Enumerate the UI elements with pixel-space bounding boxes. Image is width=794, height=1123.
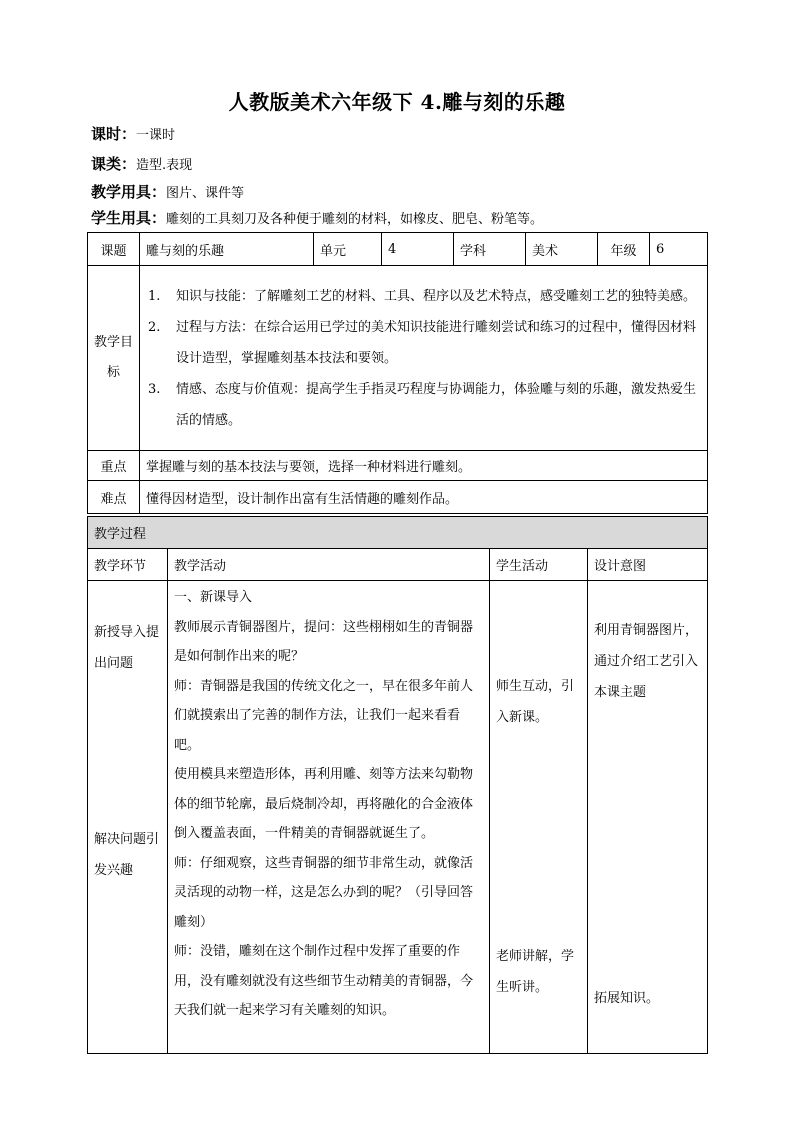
info-table	[87, 232, 708, 514]
topic-label: 课题	[88, 233, 140, 266]
header-activity: 教学活动	[168, 549, 490, 581]
student-activity-2: 老师讲解，学生听讲。	[496, 949, 575, 995]
unit-value: 4	[382, 233, 454, 266]
difficulty-label: 难点	[88, 481, 140, 514]
meta-period: 课时：一课时	[91, 125, 176, 143]
meta-student-tools: 学生用具：雕刻的工具刻刀及各种便于雕刻的材料，如橡皮、肥皂、粉笔等。	[91, 209, 544, 227]
student-cell	[490, 581, 588, 1054]
goals-label: 教学目标	[88, 266, 140, 451]
activity-cell	[168, 581, 490, 1054]
activity-paragraph: 师：青铜器是我国的传统文化之一，早在很多年前人们就摸索出了完善的制作方法，让我们一起来看看吧。	[174, 678, 474, 753]
intent-1: 利用青铜器图片，通过介绍工艺引入本课主题	[594, 623, 699, 700]
subject-label: 学科	[454, 233, 526, 266]
meta-type: 课类：造型.表现	[91, 155, 193, 173]
activity-paragraph: 师：仔细观察，这些青铜器的细节非常生动，就像活灵活现的动物一样，这是怎么办到的呢？（引导回答雕刻）	[174, 855, 474, 930]
header-stage: 教学环节	[88, 549, 168, 581]
activity-paragraph: 使用模具来塑造形体，再利用雕、刻等方法来勾勒物体的细节轮廓，最后烧制冷却，再将融化的合金液体倒入覆盖表面，一件精美的青铜器就诞生了。	[174, 767, 474, 841]
header-student: 学生活动	[490, 549, 588, 581]
unit-label: 单元	[314, 233, 382, 266]
goal-item: 1. 知识与技能：了解雕刻工艺的材料、工具、程序以及艺术特点，感受雕刻工艺的独特美感。	[148, 288, 697, 304]
goals-cell	[140, 266, 708, 451]
subject-value: 美术	[526, 233, 598, 266]
process-table	[87, 516, 708, 1054]
page-title: 人教版美术六年级下 4.雕与刻的乐趣	[228, 90, 566, 114]
activity-paragraph: 一、新课导入	[174, 590, 253, 605]
process-section-title: 教学过程	[88, 517, 708, 549]
intent-cell	[588, 581, 708, 1054]
stage-intro: 新授导入提出问题	[94, 625, 160, 671]
stage-solve: 解决问题引发兴趣	[94, 832, 160, 878]
topic-value: 雕与刻的乐趣	[140, 233, 314, 266]
grade-label: 年级	[598, 233, 650, 266]
header-intent: 设计意图	[588, 549, 708, 581]
activity-paragraph: 教师展示青铜器图片，提问：这些栩栩如生的青铜器是如何制作出来的呢？	[174, 619, 474, 664]
meta-teaching-tools: 教学用具：图片、课件等	[91, 183, 245, 201]
difficulty-value: 懂得因材造型，设计制作出富有生活情趣的雕刻作品。	[140, 481, 708, 514]
key-value: 掌握雕与刻的基本技法与要领，选择一种材料进行雕刻。	[140, 451, 708, 481]
key-label: 重点	[88, 451, 140, 481]
goal-item: 2. 过程与方法：在综合运用已学过的美术知识技能进行雕刻尝试和练习的过程中，懂得因材料设计造型，掌握雕刻基本技法和要领。	[148, 319, 697, 366]
activity-paragraph: 师：没错，雕刻在这个制作过程中发挥了重要的作用，没有雕刻就没有这些细节生动精美的青铜器，今天我们就一起来学习有关雕刻的知识。	[174, 944, 474, 1018]
goal-item: 3. 情感、态度与价值观：提高学生手指灵巧程度与协调能力，体验雕与刻的乐趣，激发热爱生活的情感。	[148, 381, 697, 428]
student-activity-1: 师生互动，引入新课。	[496, 679, 575, 725]
grade-value: 6	[650, 233, 708, 266]
intent-2: 拓展知识。	[594, 991, 660, 1006]
stage-cell	[88, 581, 168, 1054]
